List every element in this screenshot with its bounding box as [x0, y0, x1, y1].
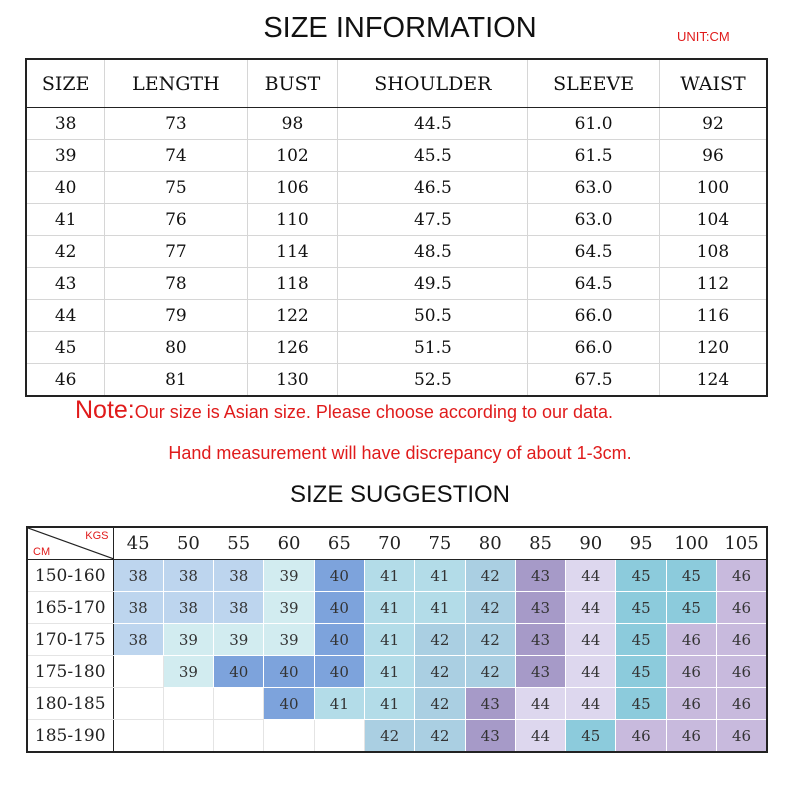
suggested-size-cell [214, 720, 264, 753]
table-row [26, 204, 767, 236]
height-range-cell: 165-170 [27, 592, 113, 624]
weight-header-cell: 70 [364, 527, 414, 560]
suggested-size-cell: 41 [314, 688, 364, 720]
suggested-size-cell: 40 [314, 624, 364, 656]
suggested-size-cell: 38 [163, 592, 213, 624]
suggestion-row [27, 592, 767, 624]
table-cell: 114 [247, 236, 338, 268]
suggested-size-cell [113, 656, 163, 688]
note-text-1: Our size is Asian size. Please choose according to our data. [134, 402, 614, 422]
suggested-size-cell: 44 [566, 688, 616, 720]
suggested-size-cell: 42 [415, 656, 465, 688]
suggested-size-cell: 46 [717, 720, 767, 753]
table-cell: 45.5 [338, 140, 528, 172]
table-cell: 116 [659, 300, 767, 332]
weight-header-cell: 95 [616, 527, 666, 560]
table-cell: 126 [247, 332, 338, 364]
suggested-size-cell: 38 [113, 624, 163, 656]
table-cell: 118 [247, 268, 338, 300]
suggestion-row [27, 720, 767, 753]
suggestion-row [27, 624, 767, 656]
suggested-size-cell: 46 [717, 592, 767, 624]
suggested-size-cell: 39 [163, 624, 213, 656]
table-cell: 102 [247, 140, 338, 172]
suggested-size-cell: 44 [566, 624, 616, 656]
unit-label: UNIT:CM [677, 29, 730, 44]
suggestion-row [27, 560, 767, 592]
suggested-size-cell: 42 [465, 560, 515, 592]
suggested-size-cell: 43 [515, 624, 565, 656]
suggested-size-cell: 45 [616, 624, 666, 656]
suggested-size-cell: 46 [616, 720, 666, 753]
table-cell: 61.5 [528, 140, 660, 172]
weight-header-row [27, 527, 767, 560]
table-cell: 106 [247, 172, 338, 204]
size-table-body [26, 108, 767, 397]
suggested-size-cell: 38 [113, 592, 163, 624]
table-cell: 44 [26, 300, 105, 332]
suggested-size-cell [113, 720, 163, 753]
table-cell: 45 [26, 332, 105, 364]
suggested-size-cell [163, 720, 213, 753]
table-cell: 64.5 [528, 268, 660, 300]
table-row [26, 268, 767, 300]
table-cell: 47.5 [338, 204, 528, 236]
table-row [26, 172, 767, 204]
table-cell: 48.5 [338, 236, 528, 268]
table-cell: 124 [659, 364, 767, 397]
table-cell: 98 [247, 108, 338, 140]
table-cell: 38 [26, 108, 105, 140]
table-cell: 78 [105, 268, 247, 300]
size-suggestion-title: SIZE SUGGESTION [289, 481, 511, 508]
suggested-size-cell [163, 688, 213, 720]
weight-header-cell: 80 [465, 527, 515, 560]
table-cell: 42 [26, 236, 105, 268]
table-cell: 67.5 [528, 364, 660, 397]
height-range-cell: 180-185 [27, 688, 113, 720]
table-cell: 108 [659, 236, 767, 268]
suggested-size-cell [264, 720, 314, 753]
suggested-size-cell: 45 [616, 656, 666, 688]
suggested-size-cell: 46 [717, 560, 767, 592]
weight-header-cell: 90 [566, 527, 616, 560]
suggested-size-cell: 44 [515, 688, 565, 720]
suggested-size-cell: 42 [364, 720, 414, 753]
table-cell: 49.5 [338, 268, 528, 300]
height-range-cell: 170-175 [27, 624, 113, 656]
suggested-size-cell: 40 [314, 592, 364, 624]
suggested-size-cell: 43 [515, 560, 565, 592]
table-corner [27, 527, 113, 560]
table-cell: 130 [247, 364, 338, 397]
weight-header-cell: 75 [415, 527, 465, 560]
table-cell: 40 [26, 172, 105, 204]
table-row [26, 300, 767, 332]
table-cell: 39 [26, 140, 105, 172]
table-cell: 46.5 [338, 172, 528, 204]
column-header-waist: WAIST [659, 59, 767, 108]
suggested-size-cell: 43 [465, 720, 515, 753]
table-cell: 76 [105, 204, 247, 236]
column-header-length: LENGTH [105, 59, 247, 108]
suggested-size-cell: 42 [415, 624, 465, 656]
size-information-table [25, 58, 768, 397]
suggested-size-cell: 41 [364, 624, 414, 656]
weight-header-cell: 100 [666, 527, 716, 560]
table-cell: 80 [105, 332, 247, 364]
table-cell: 112 [659, 268, 767, 300]
table-cell: 77 [105, 236, 247, 268]
weight-header-cell: 60 [264, 527, 314, 560]
table-cell: 64.5 [528, 236, 660, 268]
suggested-size-cell: 41 [415, 560, 465, 592]
table-cell: 100 [659, 172, 767, 204]
table-cell: 52.5 [338, 364, 528, 397]
size-suggestion-table [26, 526, 768, 753]
table-cell: 96 [659, 140, 767, 172]
suggested-size-cell: 41 [364, 656, 414, 688]
suggested-size-cell: 44 [566, 656, 616, 688]
note-line-1 [75, 396, 613, 425]
table-row [26, 108, 767, 140]
suggested-size-cell: 42 [465, 592, 515, 624]
table-cell: 61.0 [528, 108, 660, 140]
suggested-size-cell: 39 [214, 624, 264, 656]
suggested-size-cell: 40 [314, 656, 364, 688]
suggested-size-cell: 38 [163, 560, 213, 592]
table-cell: 44.5 [338, 108, 528, 140]
table-row [26, 236, 767, 268]
weight-unit-label: KGS [85, 530, 109, 542]
table-cell: 122 [247, 300, 338, 332]
table-cell: 50.5 [338, 300, 528, 332]
weight-header-cell: 45 [113, 527, 163, 560]
suggested-size-cell: 40 [214, 656, 264, 688]
table-cell: 66.0 [528, 332, 660, 364]
suggested-size-cell: 43 [515, 592, 565, 624]
suggested-size-cell: 38 [214, 560, 264, 592]
suggestion-row [27, 688, 767, 720]
suggested-size-cell: 38 [113, 560, 163, 592]
suggested-size-cell: 46 [666, 624, 716, 656]
suggested-size-cell: 40 [264, 656, 314, 688]
suggested-size-cell: 46 [717, 656, 767, 688]
column-header-shoulder: SHOULDER [338, 59, 528, 108]
table-cell: 104 [659, 204, 767, 236]
suggested-size-cell: 43 [515, 656, 565, 688]
suggested-size-cell: 39 [264, 624, 314, 656]
column-header-sleeve: SLEEVE [528, 59, 660, 108]
suggested-size-cell: 42 [415, 720, 465, 753]
suggested-size-cell: 45 [616, 592, 666, 624]
note-line-2: Hand measurement will have discrepancy of about 1-3cm. [168, 443, 632, 463]
table-row [26, 140, 767, 172]
suggested-size-cell: 46 [717, 624, 767, 656]
suggested-size-cell: 46 [666, 688, 716, 720]
suggested-size-cell: 45 [616, 688, 666, 720]
table-cell: 73 [105, 108, 247, 140]
suggested-size-cell: 42 [465, 624, 515, 656]
suggested-size-cell: 46 [666, 720, 716, 753]
weight-header-cell: 55 [214, 527, 264, 560]
suggested-size-cell: 46 [717, 688, 767, 720]
suggested-size-cell: 38 [214, 592, 264, 624]
table-cell: 110 [247, 204, 338, 236]
table-cell: 81 [105, 364, 247, 397]
size-suggestion-body [27, 560, 767, 753]
suggested-size-cell: 40 [264, 688, 314, 720]
table-cell: 74 [105, 140, 247, 172]
table-cell: 63.0 [528, 172, 660, 204]
height-range-cell: 185-190 [27, 720, 113, 753]
weight-header-cell: 85 [515, 527, 565, 560]
suggested-size-cell: 45 [666, 592, 716, 624]
column-header-bust: BUST [247, 59, 338, 108]
weight-header-cell: 105 [717, 527, 767, 560]
size-table-header-row [26, 59, 767, 108]
table-cell: 46 [54, 369, 77, 390]
suggested-size-cell: 39 [264, 560, 314, 592]
table-cell: 120 [659, 332, 767, 364]
suggested-size-cell: 41 [364, 592, 414, 624]
suggested-size-cell: 45 [666, 560, 716, 592]
suggested-size-cell: 42 [415, 688, 465, 720]
table-row [26, 364, 767, 397]
suggested-size-cell: 45 [616, 560, 666, 592]
suggested-size-cell: 44 [515, 720, 565, 753]
suggested-size-cell: 39 [163, 656, 213, 688]
suggested-size-cell: 40 [314, 560, 364, 592]
table-cell: 51.5 [338, 332, 528, 364]
column-header-size: SIZE [26, 59, 105, 108]
table-cell: 63.0 [528, 204, 660, 236]
suggested-size-cell [214, 688, 264, 720]
suggested-size-cell [314, 720, 364, 753]
weight-header-cell: 65 [314, 527, 364, 560]
weight-header-cell: 50 [163, 527, 213, 560]
table-cell: 92 [659, 108, 767, 140]
suggested-size-cell: 45 [566, 720, 616, 753]
suggestion-row [27, 656, 767, 688]
table-cell: 79 [105, 300, 247, 332]
height-range-cell: 150-160 [27, 560, 113, 592]
suggested-size-cell: 44 [566, 592, 616, 624]
suggested-size-cell: 42 [465, 656, 515, 688]
suggested-size-cell: 46 [666, 656, 716, 688]
suggested-size-cell: 41 [364, 688, 414, 720]
suggested-size-cell: 41 [415, 592, 465, 624]
note-lead: Note: [75, 396, 135, 424]
height-unit-label: CM [33, 546, 51, 558]
size-information-title: SIZE INFORMATION [263, 12, 537, 44]
suggested-size-cell [113, 688, 163, 720]
suggested-size-cell: 44 [566, 560, 616, 592]
height-range-cell: 175-180 [27, 656, 113, 688]
table-cell: 75 [105, 172, 247, 204]
table-cell: 41 [26, 204, 105, 236]
suggested-size-cell: 43 [465, 688, 515, 720]
table-row [26, 332, 767, 364]
table-cell: 43 [26, 268, 105, 300]
suggested-size-cell: 41 [364, 560, 414, 592]
table-cell: 66.0 [528, 300, 660, 332]
suggested-size-cell: 39 [264, 592, 314, 624]
